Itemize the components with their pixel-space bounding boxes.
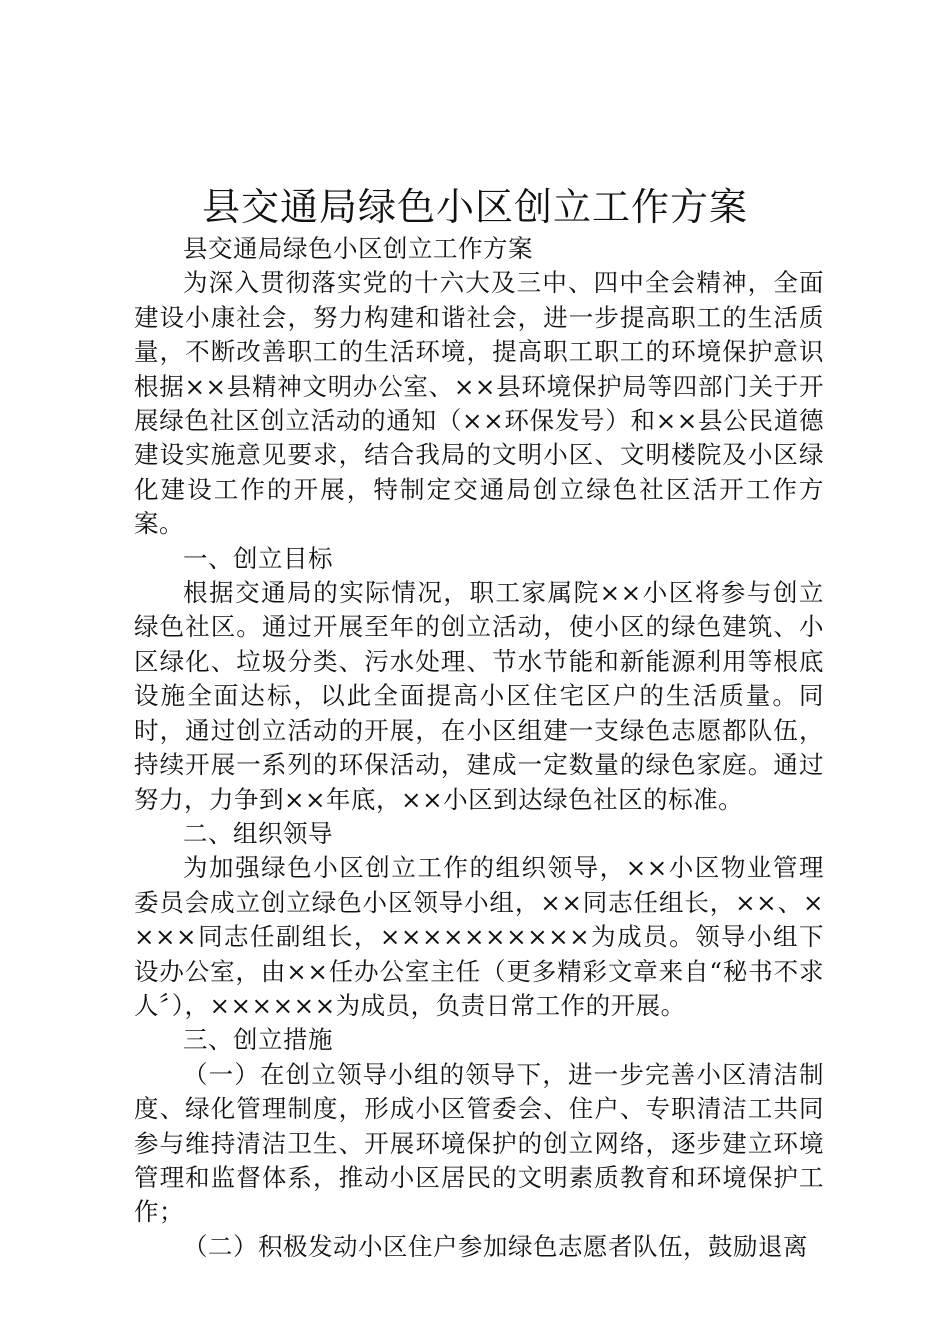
document-title: 县交通局绿色小区创立工作方案 bbox=[201, 185, 748, 229]
intro-paragraph: 为深入贯彻落实党的十六大及三中、四中全会精神，全面建设小康社会，努力构建和谐社会，进一步提高职工的生活质量，不断改善职工的生活环境，提高职工职工的环境保护意识根据××县精神文明办公室、××县环境保护局等四部门关于开展绿色社区创立活动的通知（××环保发号）和××县公民道德建设实施意见要求，结合我局的文明小区、文明楼院及小区绿化建设工作的开展，特制定交通局创立绿色社区活开工作方案。 bbox=[134, 268, 824, 539]
section-heading-measures: 三、创立措施 bbox=[183, 1025, 333, 1055]
measure-item-1: （一）在创立领导小组的领导下，进一步完善小区清洁制度、绿化管理制度，形成小区管委会、住户、专职清洁工共同参与维持清洁卫生、开展环境保护的创立网络，逐步建立环境管理和监督体系，推动小区居民的文明素质教育和环境保护工作； bbox=[134, 1059, 824, 1227]
section-body-goals: 根据交通局的实际情况，职工家属院××小区将参与创立绿色社区。通过开展至年的创立活动，使小区的绿色建筑、小区绿化、垃圾分类、污水处理、节水节能和新能源利用等根底设施全面达标，以此全面提高小区住宅区户的生活质量。同时，通过创立活动的开展，在小区组建一支绿色志愿都队伍，持续开展一系列的环保活动，建成一定数量的绿色家庭。通过努力，力争到××年底，××小区到达绿色社区的标准。 bbox=[134, 578, 824, 814]
section-heading-leadership: 二、组织领导 bbox=[183, 818, 333, 848]
section-heading-goals: 一、创立目标 bbox=[183, 543, 333, 573]
measure-item-2: （二）积极发动小区住户参加绿色志愿者队伍，鼓励退离 bbox=[183, 1231, 808, 1261]
section-body-leadership: 为加强绿色小区创立工作的组织领导，××小区物业管理委员会成立创立绿色小区领导小组，××同志任组长，××、××××同志任副组长，××××××××××为成员。领导小组下设办公室，由××任办公室主任（更多精彩文章来自“秘书不求人〞），××××××为成员，负责日常工作的开展。 bbox=[134, 853, 824, 1020]
document-subtitle: 县交通局绿色小区创立工作方案 bbox=[183, 234, 533, 263]
document-body bbox=[134, 232, 824, 1264]
